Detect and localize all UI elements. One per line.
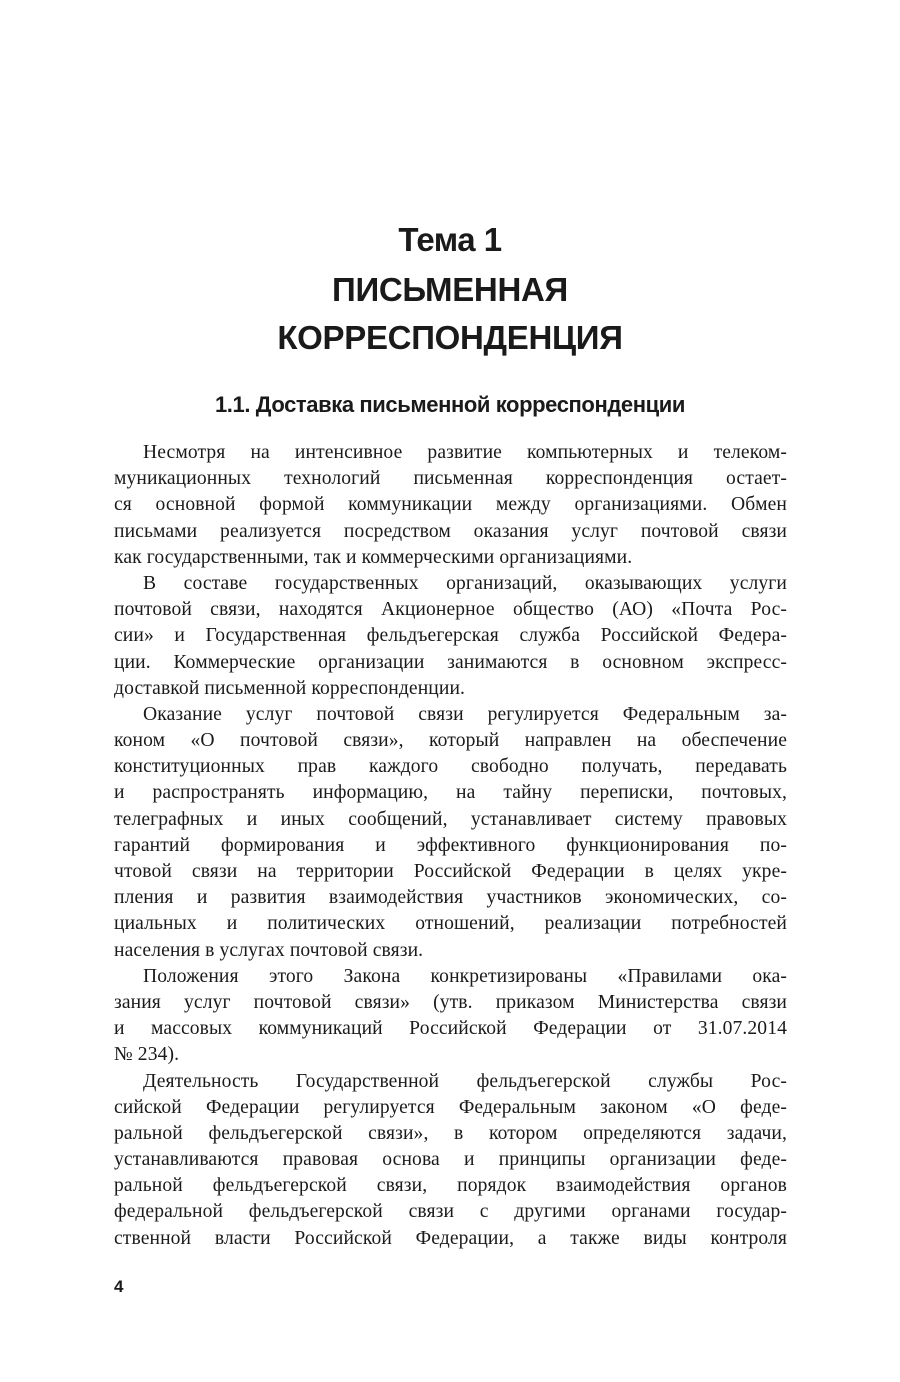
text-line: ся основной формой коммуникации между организациями. Обмен (114, 494, 787, 516)
chapter-title (0, 266, 900, 362)
text-line: зания услуг почтовой связи» (утв. приказом Министерства связи (114, 991, 787, 1013)
chapter-number: Тема 1 (398, 221, 502, 258)
text-line: пления и развития взаимодействия участников экономических, со- (114, 887, 787, 909)
text-line: коном «О почтовой связи», который направлен на обеспечение (114, 730, 787, 752)
text-line: ственной власти Российской Федерации, а также виды контроля (114, 1227, 787, 1249)
body-text (114, 440, 787, 1252)
text-line: населения в услугах почтовой связи. (114, 939, 424, 961)
text-line: чтовой связи на территории Российской Федерации в целях укре- (114, 861, 787, 882)
text-line: телеграфных и иных сообщений, устанавливает систему правовых (114, 808, 787, 830)
text-line: федеральной фельдъегерской связи с другими органами государ- (114, 1201, 787, 1223)
section-title: 1.1. Доставка письменной корреспонденции (214, 392, 686, 417)
text-line: сийской Федерации регулируется Федеральным законом «О феде- (114, 1096, 787, 1118)
text-line: ральной фельдъегерской связи, порядок взаимодействия органов (114, 1175, 787, 1197)
text-line: Положения этого Закона конкретизированы «Правилами ока- (143, 965, 787, 987)
text-line: как государственными, так и коммерческими организациями. (114, 546, 633, 568)
chapter-title-line-1: ПИСЬМЕННАЯ (332, 271, 568, 308)
text-line: письмами реализуется посредством оказания услуг почтовой связи (114, 520, 787, 542)
text-line: почтовой связи, находятся Акционерное общество (АО) «Почта Рос- (114, 599, 787, 621)
text-line: доставкой письменной корреспонденции. (114, 677, 466, 699)
text-line: циальных и политических отношений, реализации потребностей (114, 913, 787, 935)
text-line: ральной фельдъегерской связи», в котором определяются задачи, (114, 1122, 787, 1144)
text-line: сии» и Государственная фельдъегерская служба Российской Федера- (114, 625, 787, 647)
text-line: устанавливаются правовая основа и принципы организации феде- (114, 1149, 787, 1171)
page-number: 4 (114, 1277, 124, 1296)
text-line: Несмотря на интенсивное развитие компьютерных и телеком- (143, 442, 787, 463)
text-line: муникационных технологий письменная корреспонденция остает- (114, 468, 787, 490)
text-line: Деятельность Государственной фельдъегерской службы Рос- (143, 1070, 787, 1092)
text-line: и распространять информацию, на тайну переписки, почтовых, (114, 782, 787, 804)
chapter-title-line-2: КОРРЕСПОНДЕНЦИЯ (277, 319, 623, 356)
text-line: конституционных прав каждого свободно получать, передавать (114, 756, 787, 778)
text-line: гарантий формирования и эффективного функционирования по- (114, 834, 787, 856)
text-line: ции. Коммерческие организации занимаются в основном экспресс- (114, 651, 787, 673)
text-line: Оказание услуг почтовой связи регулируется Федеральным за- (143, 703, 787, 725)
text-line: и массовых коммуникаций Российской Федерации от 31.07.2014 (114, 1018, 787, 1040)
text-line: № 234). (114, 1044, 180, 1066)
text-line: В составе государственных организаций, оказывающих услуги (143, 572, 787, 594)
